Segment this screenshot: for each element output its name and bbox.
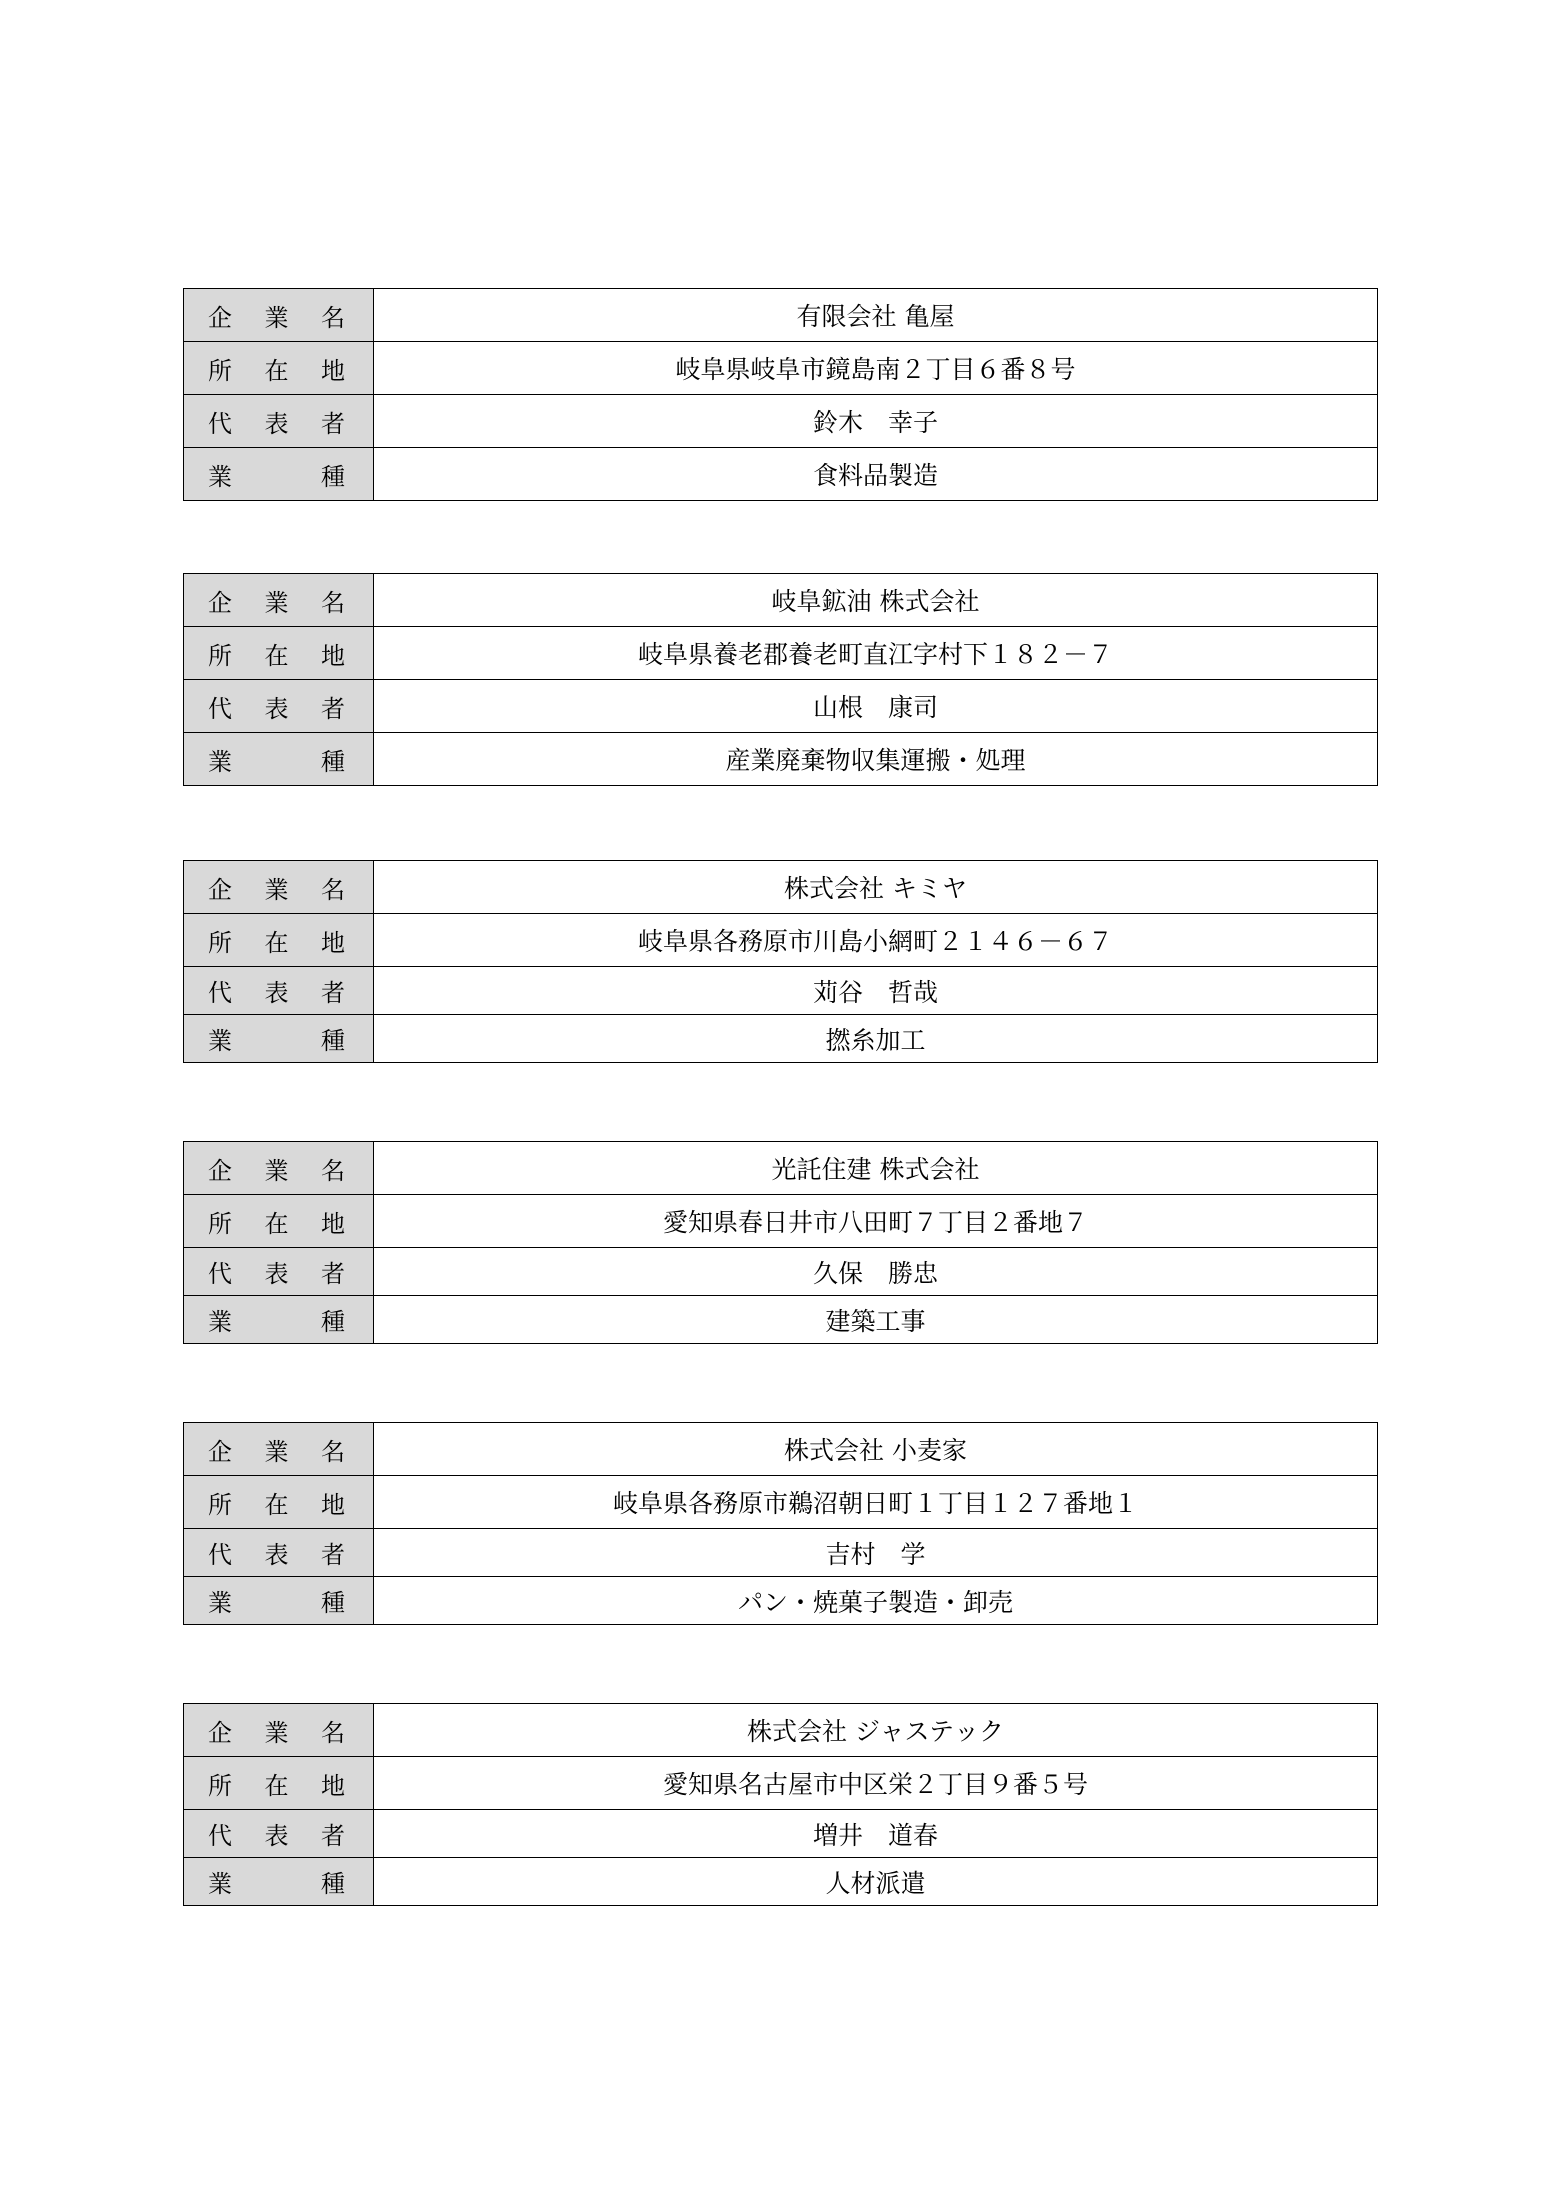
company-name-value: 株式会社 キミヤ: [374, 861, 1378, 914]
industry-row: [184, 1296, 1378, 1344]
representative-label: 代 表 者: [184, 1529, 374, 1577]
address-value: 岐阜県各務原市川島小網町２１４６－６７: [374, 914, 1378, 967]
company-name-label: 企 業 名: [184, 1423, 374, 1476]
industry-row: [184, 1858, 1378, 1906]
industry-row: [184, 1015, 1378, 1063]
representative-row: [184, 1529, 1378, 1577]
company-name-value: 株式会社 ジャステック: [374, 1704, 1378, 1757]
industry-value: 食料品製造: [374, 448, 1378, 501]
company-table-3: [183, 860, 1378, 1063]
address-row: [184, 627, 1378, 680]
company-name-value: 岐阜鉱油 株式会社: [374, 574, 1378, 627]
representative-row: [184, 1810, 1378, 1858]
address-row: [184, 1757, 1378, 1810]
industry-value: 建築工事: [374, 1296, 1378, 1344]
address-label: 所 在 地: [184, 627, 374, 680]
address-row: [184, 342, 1378, 395]
company-name-label: 企 業 名: [184, 1704, 374, 1757]
representative-row: [184, 395, 1378, 448]
company-name-row: [184, 574, 1378, 627]
industry-row: [184, 1577, 1378, 1625]
industry-label: 業 種: [184, 1015, 374, 1063]
industry-label: 業 種: [184, 448, 374, 501]
address-label: 所 在 地: [184, 1476, 374, 1529]
representative-row: [184, 680, 1378, 733]
company-name-label: 企 業 名: [184, 574, 374, 627]
company-name-row: [184, 1704, 1378, 1757]
company-name-label: 企 業 名: [184, 289, 374, 342]
company-name-label: 企 業 名: [184, 861, 374, 914]
industry-label: 業 種: [184, 1858, 374, 1906]
company-name-value: 有限会社 亀屋: [374, 289, 1378, 342]
industry-value: 産業廃棄物収集運搬・処理: [374, 733, 1378, 786]
address-row: [184, 914, 1378, 967]
industry-label: 業 種: [184, 1296, 374, 1344]
industry-value: 人材派遣: [374, 1858, 1378, 1906]
address-label: 所 在 地: [184, 342, 374, 395]
address-value: 岐阜県各務原市鵜沼朝日町１丁目１２７番地１: [374, 1476, 1378, 1529]
address-value: 岐阜県岐阜市鏡島南２丁目６番８号: [374, 342, 1378, 395]
address-row: [184, 1195, 1378, 1248]
representative-label: 代 表 者: [184, 1248, 374, 1296]
address-value: 愛知県春日井市八田町７丁目２番地７: [374, 1195, 1378, 1248]
address-label: 所 在 地: [184, 1195, 374, 1248]
company-table-6: [183, 1703, 1378, 1906]
representative-label: 代 表 者: [184, 395, 374, 448]
company-name-row: [184, 1423, 1378, 1476]
industry-label: 業 種: [184, 1577, 374, 1625]
representative-value: 久保 勝忠: [374, 1248, 1378, 1296]
industry-value: パン・焼菓子製造・卸売: [374, 1577, 1378, 1625]
representative-row: [184, 967, 1378, 1015]
industry-label: 業 種: [184, 733, 374, 786]
representative-value: 苅谷 哲哉: [374, 967, 1378, 1015]
company-table-2: [183, 573, 1378, 786]
industry-row: [184, 733, 1378, 786]
company-name-row: [184, 1142, 1378, 1195]
company-name-row: [184, 289, 1378, 342]
representative-label: 代 表 者: [184, 680, 374, 733]
address-value: 愛知県名古屋市中区栄２丁目９番５号: [374, 1757, 1378, 1810]
company-name-value: 光託住建 株式会社: [374, 1142, 1378, 1195]
representative-value: 増井 道春: [374, 1810, 1378, 1858]
company-table-1: [183, 288, 1378, 501]
industry-value: 撚糸加工: [374, 1015, 1378, 1063]
company-table-5: [183, 1422, 1378, 1625]
company-name-value: 株式会社 小麦家: [374, 1423, 1378, 1476]
address-value: 岐阜県養老郡養老町直江字村下１８２－７: [374, 627, 1378, 680]
representative-label: 代 表 者: [184, 1810, 374, 1858]
address-row: [184, 1476, 1378, 1529]
address-label: 所 在 地: [184, 1757, 374, 1810]
company-name-row: [184, 861, 1378, 914]
representative-value: 鈴木 幸子: [374, 395, 1378, 448]
company-name-label: 企 業 名: [184, 1142, 374, 1195]
representative-label: 代 表 者: [184, 967, 374, 1015]
representative-value: 吉村 学: [374, 1529, 1378, 1577]
address-label: 所 在 地: [184, 914, 374, 967]
industry-row: [184, 448, 1378, 501]
company-table-4: [183, 1141, 1378, 1344]
representative-value: 山根 康司: [374, 680, 1378, 733]
representative-row: [184, 1248, 1378, 1296]
